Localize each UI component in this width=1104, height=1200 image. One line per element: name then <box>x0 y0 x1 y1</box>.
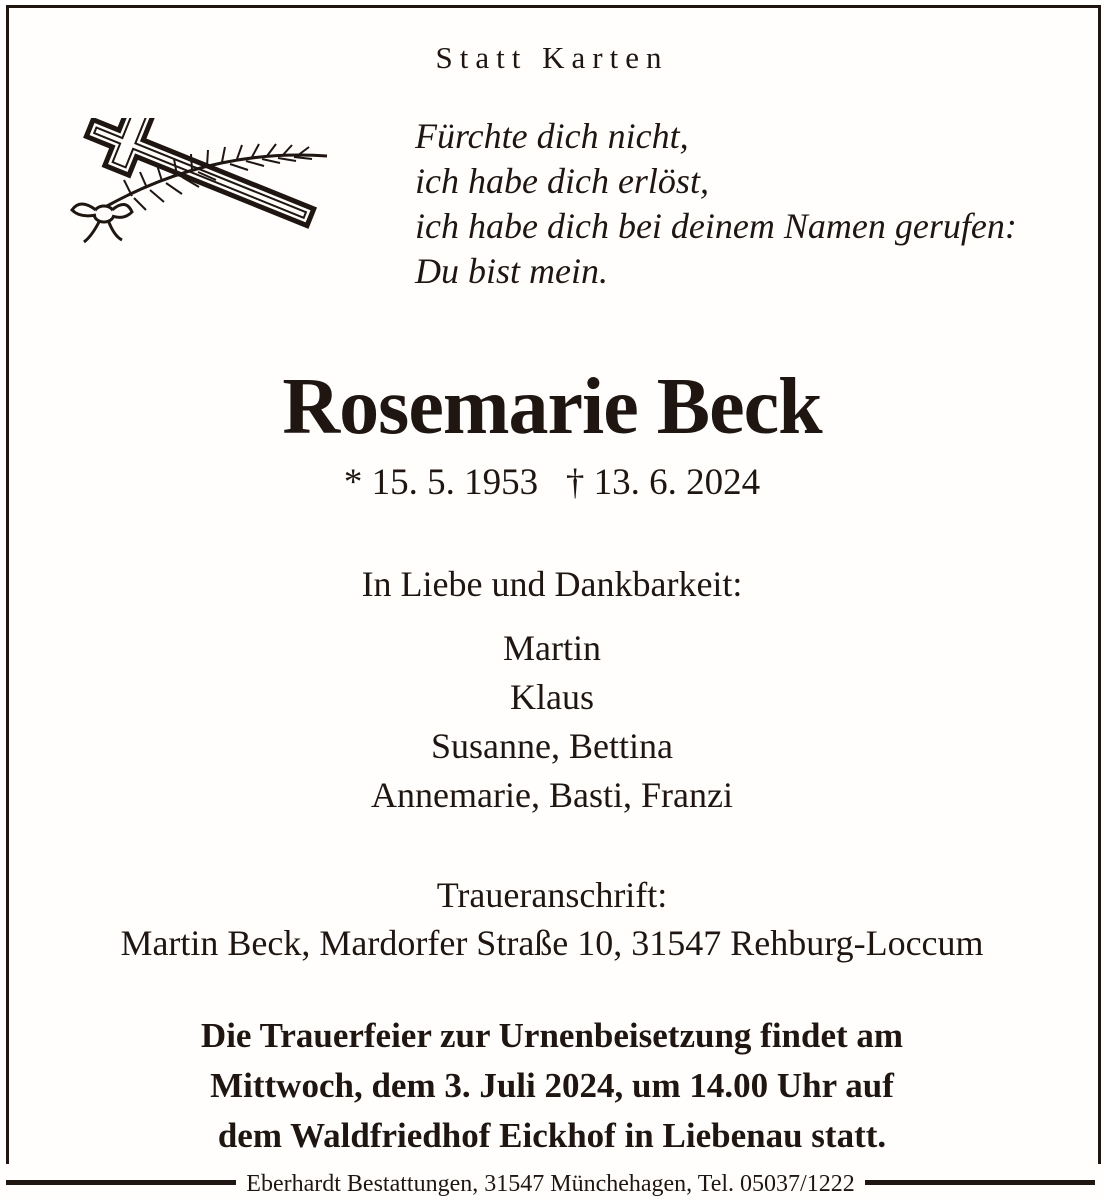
funeral-home-footer <box>0 1164 1104 1200</box>
ceremony-line: Die Trauerfeier zur Urnenbeisetzung findet am <box>200 1016 904 1055</box>
bible-verse <box>415 114 1017 294</box>
life-dates: * 15. 5. 1953 † 13. 6. 2024 <box>343 462 761 503</box>
address-label: Traueranschrift: <box>436 875 668 915</box>
mourner-name: Annemarie, Basti, Franzi <box>371 775 733 815</box>
funeral-home-info: Eberhardt Bestattungen, 31547 Münchehagen, Tel. 05037/1222 <box>246 1170 855 1197</box>
mourners-list <box>0 624 1104 820</box>
cross-with-palm-branch-icon <box>62 118 337 253</box>
footer-rule-left <box>6 1180 236 1185</box>
verse-line: Du bist mein. <box>415 251 608 291</box>
verse-line: ich habe dich erlöst, <box>415 161 709 201</box>
ceremony-notice <box>0 1011 1104 1161</box>
ceremony-line: Mittwoch, dem 3. Juli 2024, um 14.00 Uhr auf <box>210 1066 894 1105</box>
mourning-address: Martin Beck, Mardorfer Straße 10, 31547 Rehburg-Loccum <box>120 923 984 963</box>
verse-line: Fürchte dich nicht, <box>415 116 689 156</box>
statt-karten-heading: Statt Karten <box>435 40 669 75</box>
mourner-name: Susanne, Bettina <box>431 726 673 766</box>
mourner-name: Martin <box>503 628 601 668</box>
mourner-name: Klaus <box>510 677 594 717</box>
footer-rule-right <box>865 1180 1095 1185</box>
ceremony-line: dem Waldfriedhof Eickhof in Liebenau statt. <box>217 1116 887 1155</box>
verse-line: ich habe dich bei deinem Namen gerufen: <box>415 206 1017 246</box>
deceased-name: Rosemarie Beck <box>282 363 822 451</box>
mourners-intro: In Liebe und Dankbarkeit: <box>361 564 743 604</box>
